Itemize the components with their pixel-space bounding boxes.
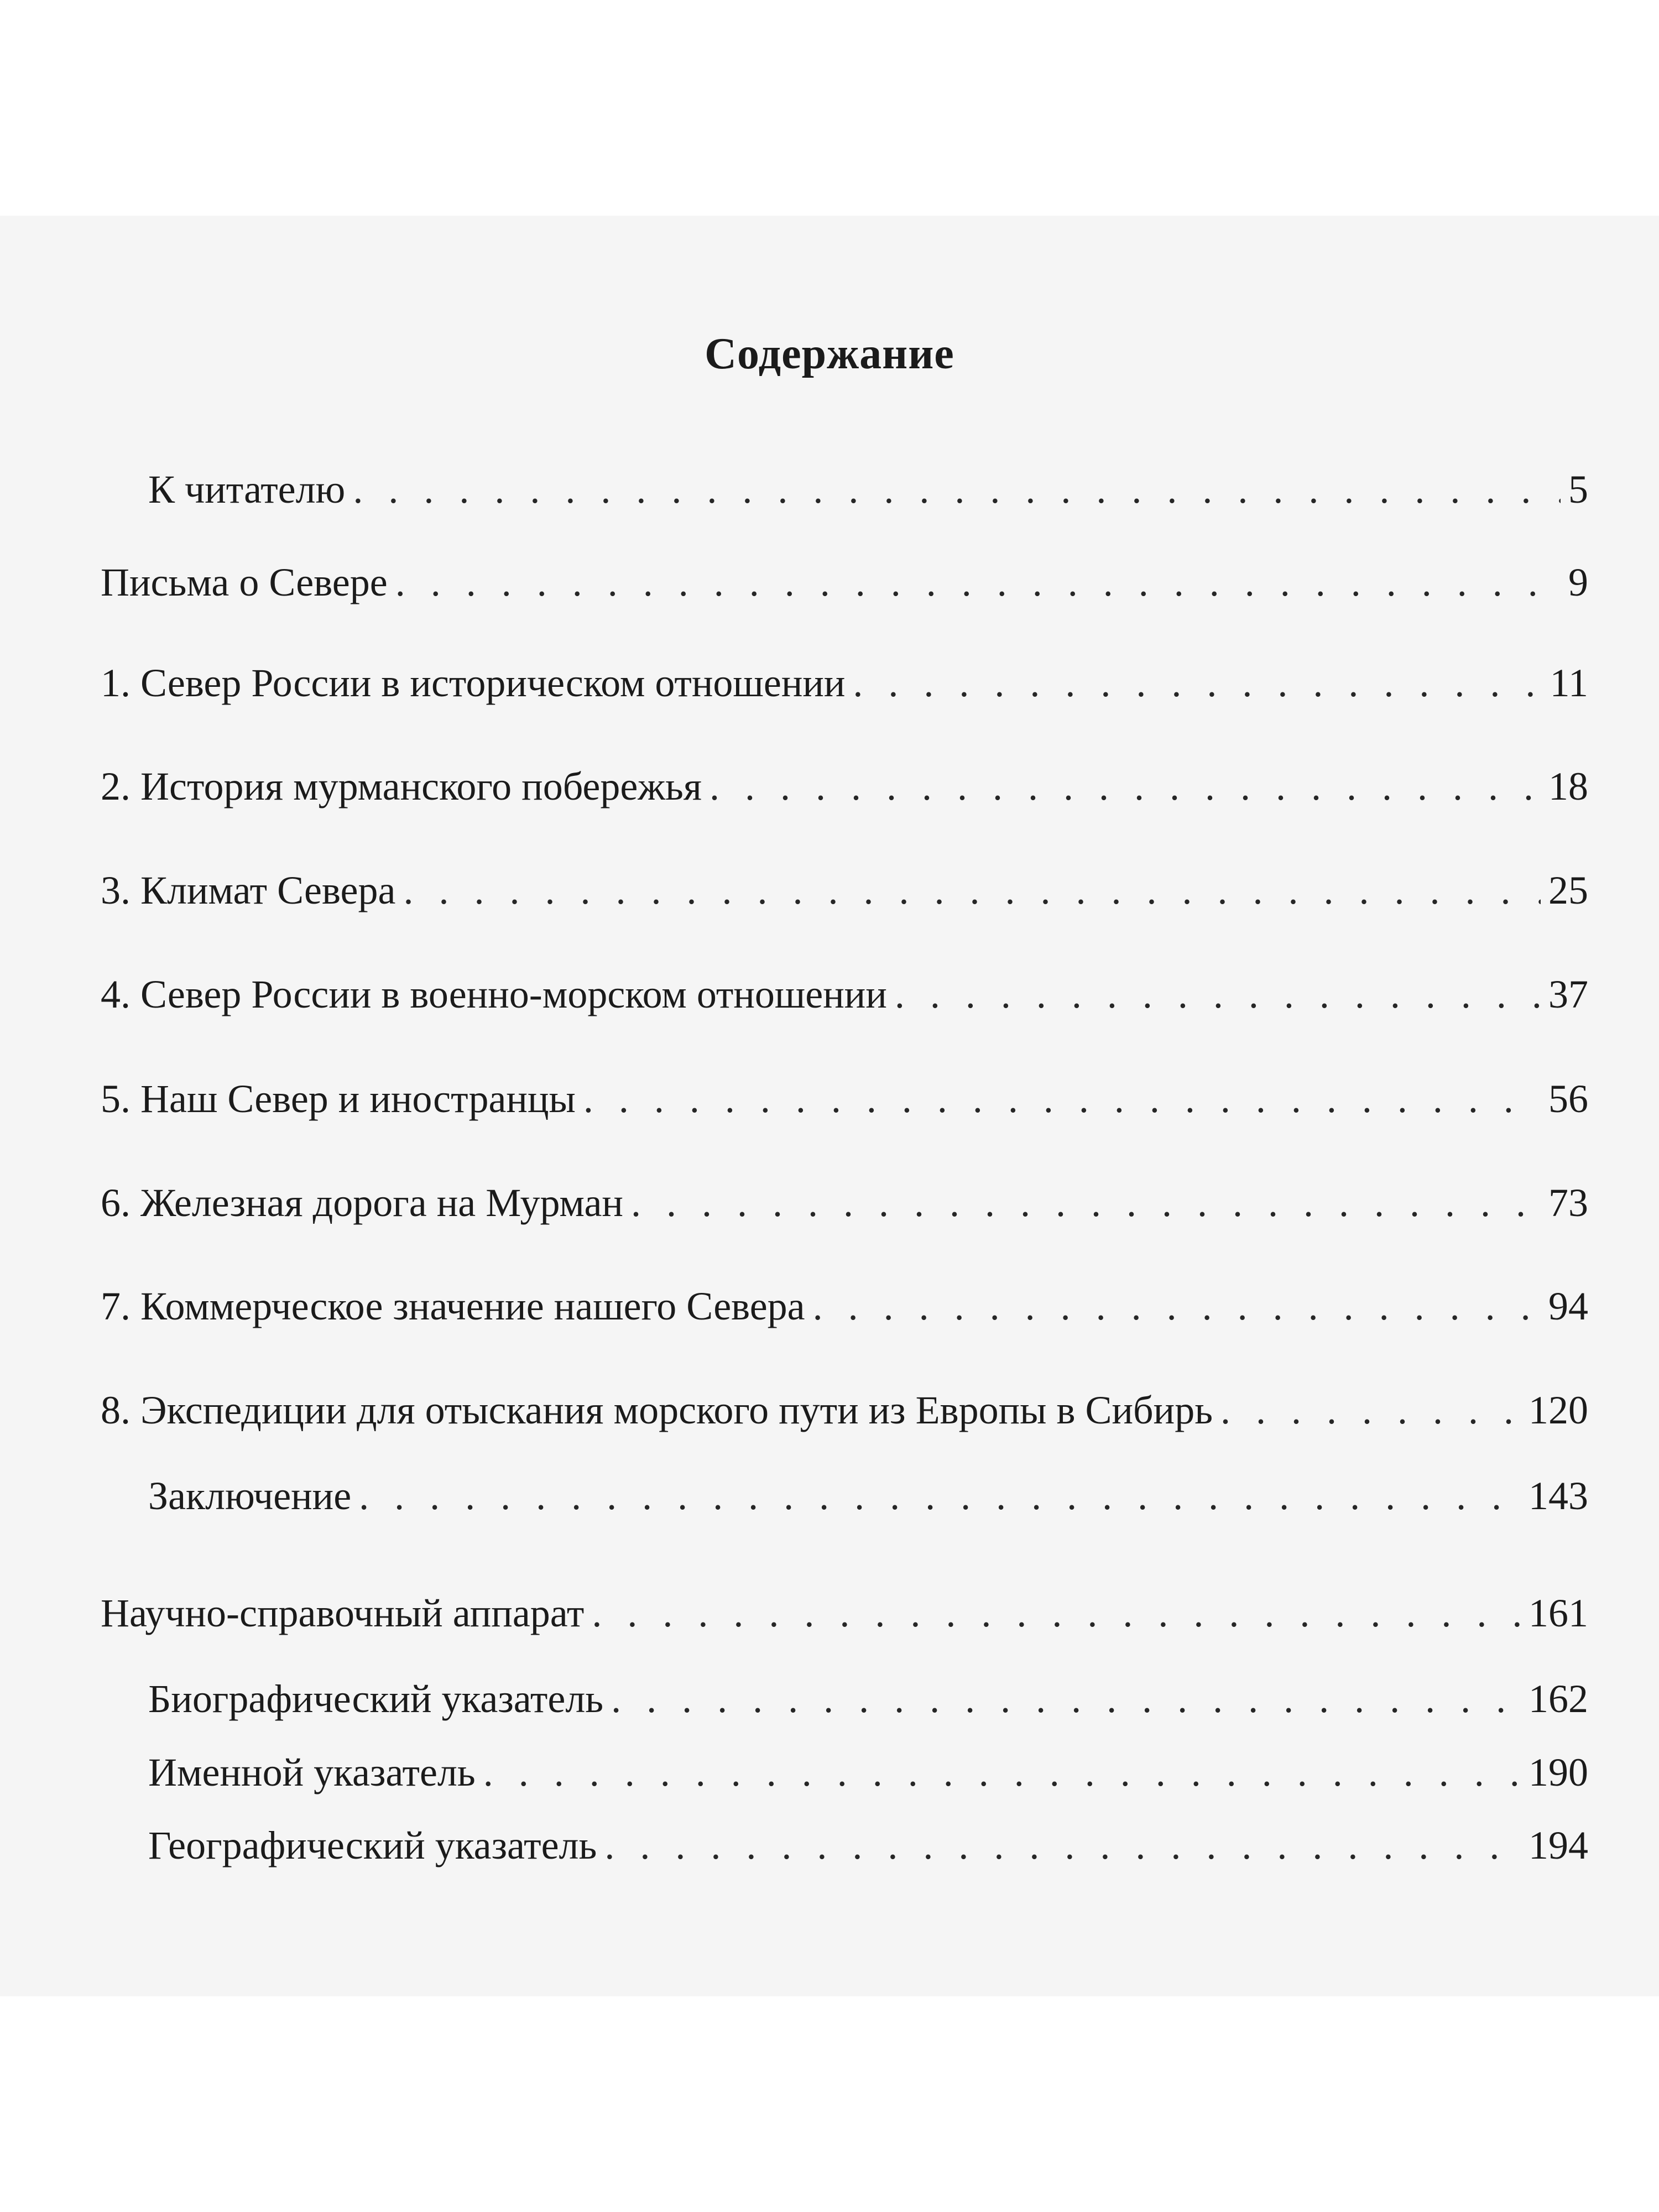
toc-entry-label: Заключение xyxy=(148,1474,352,1518)
dot-leader xyxy=(592,1585,1521,1641)
toc-entry-chapter-4 xyxy=(101,967,1588,1022)
toc-entry-page: 194 xyxy=(1528,1823,1588,1867)
toc-entry-geographic-index xyxy=(148,1818,1588,1873)
toc-entry-chapter-5 xyxy=(101,1071,1588,1126)
dot-leader xyxy=(583,1071,1541,1126)
toc-entry-page: 120 xyxy=(1528,1388,1588,1432)
toc-entry-reference-apparatus xyxy=(101,1585,1588,1641)
toc-entry-label: Географический указатель xyxy=(148,1823,597,1867)
toc-entry-label: 6. Железная дорога на Мурман xyxy=(101,1181,623,1225)
dot-leader xyxy=(631,1175,1541,1230)
toc-entry-chapter-1 xyxy=(101,655,1588,711)
toc-entry-page: 162 xyxy=(1528,1677,1588,1721)
dot-leader xyxy=(813,1279,1541,1334)
toc-entry-label: 2. История мурманского побережья xyxy=(101,764,702,808)
toc-entry-page: 25 xyxy=(1548,868,1588,912)
dot-leader xyxy=(359,1468,1521,1524)
dot-leader xyxy=(395,555,1561,610)
toc-entry-chapter-8 xyxy=(101,1383,1588,1438)
dot-leader xyxy=(353,462,1561,517)
toc-entry-label: 3. Климат Севера xyxy=(101,868,396,912)
toc-entry-chapter-3 xyxy=(101,863,1588,918)
toc-entry-name-index xyxy=(148,1745,1588,1800)
toc-entry-page: 9 xyxy=(1568,560,1588,604)
toc-entry-biographical-index xyxy=(148,1671,1588,1726)
toc-entry-page: 161 xyxy=(1528,1591,1588,1635)
toc-entry-label: 1. Север России в историческом отношении xyxy=(101,661,846,705)
toc-entry-chapter-2 xyxy=(101,759,1588,814)
dot-leader xyxy=(403,863,1541,918)
toc-entry-page: 37 xyxy=(1548,972,1588,1016)
toc-entry-page: 190 xyxy=(1528,1750,1588,1794)
toc-entry-chapter-6 xyxy=(101,1175,1588,1230)
toc-entry-conclusion xyxy=(148,1468,1588,1524)
toc-entry-label: Именной указатель xyxy=(148,1750,476,1794)
toc-entry-label: Научно-справочный аппарат xyxy=(101,1591,585,1635)
dot-leader xyxy=(709,759,1541,814)
toc-entry-label: 5. Наш Север и иностранцы xyxy=(101,1077,576,1121)
toc-entry-label: К читателю xyxy=(148,467,346,512)
toc-entry-page: 11 xyxy=(1550,661,1588,705)
toc-entry-to-reader xyxy=(148,462,1588,517)
toc-entry-label: 4. Север России в военно-морском отношении xyxy=(101,972,887,1016)
toc-entry-page: 5 xyxy=(1568,467,1588,512)
dot-leader xyxy=(611,1671,1521,1726)
dot-leader xyxy=(604,1818,1521,1873)
toc-entry-chapter-7 xyxy=(101,1279,1588,1334)
toc-entry-page: 94 xyxy=(1548,1284,1588,1328)
dot-leader xyxy=(1220,1383,1521,1438)
toc-entry-page: 143 xyxy=(1528,1474,1588,1518)
toc-entry-page: 18 xyxy=(1548,764,1588,808)
toc-entry-label: Письма о Севере xyxy=(101,560,388,604)
toc-entry-label: Биографический указатель xyxy=(148,1677,604,1721)
toc-entry-page: 56 xyxy=(1548,1077,1588,1121)
toc-entry-label: 8. Экспедиции для отыскания морского пути из Европы в Сибирь xyxy=(101,1388,1213,1432)
toc-entry-label: 7. Коммерческое значение нашего Севера xyxy=(101,1284,805,1328)
toc-entry-page: 73 xyxy=(1548,1181,1588,1225)
dot-leader xyxy=(853,655,1542,711)
page-title: Содержание xyxy=(705,330,954,378)
dot-leader xyxy=(483,1745,1521,1800)
toc-entry-letters xyxy=(101,555,1588,610)
dot-leader xyxy=(895,967,1541,1022)
